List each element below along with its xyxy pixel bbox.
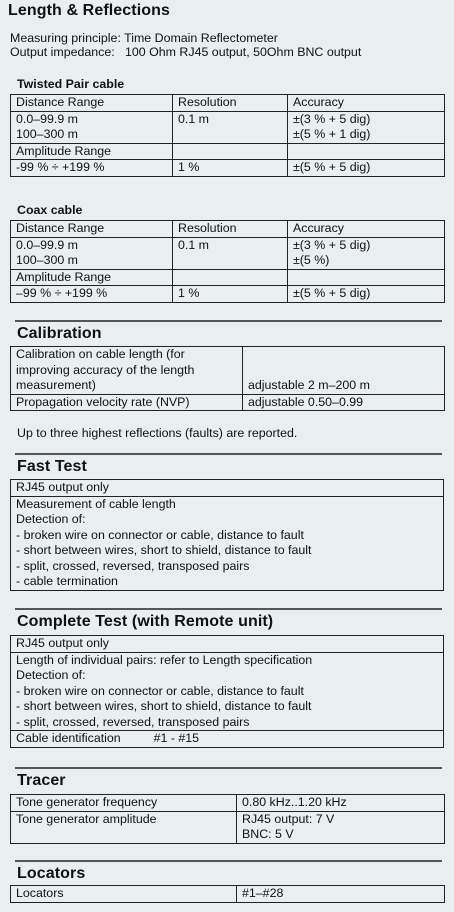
reflections-note: Up to three highest reflections (faults) are reported.	[17, 426, 298, 440]
tone-frequency-label: Tone generator frequency	[11, 795, 237, 812]
tracer-table	[10, 794, 445, 844]
calibration-length-label	[11, 347, 243, 395]
section-divider	[15, 608, 442, 610]
fast-test-title: Fast Test	[17, 458, 87, 475]
accuracy-1: ±(3 % + 5 dig)	[293, 237, 371, 252]
coax-table	[10, 220, 445, 303]
empty-cell	[288, 269, 445, 286]
twisted-pair-table	[10, 94, 445, 177]
tone-amplitude-value	[237, 811, 445, 843]
complete-test-title: Complete Test (with Remote unit)	[17, 613, 274, 630]
detail-line: Detection of:	[16, 668, 86, 682]
accuracy-2: ±(5 %)	[293, 253, 330, 267]
coax-title: Coax cable	[17, 203, 83, 217]
accuracy-cell	[288, 237, 445, 269]
cable-id-label: Cable identification	[16, 731, 121, 745]
calibration-line: Calibration on cable length (for	[16, 347, 185, 361]
range-1: 0.0–99.9 m	[16, 111, 78, 126]
detail-line: - broken wire on connector or cable, distance to fault	[16, 683, 304, 698]
calibration-title: Calibration	[17, 325, 102, 342]
distance-cell	[11, 237, 173, 269]
tone-frequency-value: 0.80 kHz..1.20 kHz	[237, 795, 445, 812]
header-accuracy: Accuracy	[288, 221, 445, 238]
header-distance: Distance Range	[11, 221, 173, 238]
tracer-title: Tracer	[17, 772, 66, 789]
amplitude-range: –99 % ÷ +199 %	[11, 286, 173, 303]
rj45-only: RJ45 output only	[11, 480, 444, 497]
locators-label: Locators	[11, 886, 237, 903]
header-distance: Distance Range	[11, 95, 173, 112]
range-1: 0.0–99.9 m	[16, 237, 78, 252]
measuring-principle: Measuring principle: Time Domain Reflectometer	[10, 31, 278, 45]
tone-amplitude-label: Tone generator amplitude	[11, 811, 237, 843]
amplitude-accuracy: ±(5 % + 5 dig)	[288, 286, 445, 303]
accuracy-1: ±(3 % + 5 dig)	[293, 111, 371, 126]
locators-value: #1–#28	[237, 886, 445, 903]
section-divider	[15, 320, 442, 322]
calibration-line: measurement)	[16, 378, 96, 392]
calibration-table	[10, 346, 445, 411]
amplitude-resolution: 1 %	[173, 286, 288, 303]
calibration-length-value: adjustable 2 m–200 m	[243, 347, 445, 395]
resolution-cell: 0.1 m	[173, 237, 288, 269]
distance-cell	[11, 111, 173, 143]
amplitude-resolution: 1 %	[173, 160, 288, 177]
empty-cell	[288, 143, 445, 160]
section-divider	[15, 860, 442, 862]
range-2: 100–300 m	[16, 253, 79, 267]
amplitude-accuracy: ±(5 % + 5 dig)	[288, 160, 445, 177]
nvp-value: adjustable 0.50–0.99	[243, 394, 445, 411]
empty-cell	[173, 143, 288, 160]
detail-line: - split, crossed, reversed, transposed pairs	[16, 714, 250, 729]
amplitude-label: Amplitude Range	[11, 269, 173, 286]
header-resolution: Resolution	[173, 95, 288, 112]
header-accuracy: Accuracy	[288, 95, 445, 112]
cable-id-value: #1 - #15	[153, 731, 200, 745]
nvp-label: Propagation velocity rate (NVP)	[11, 394, 243, 411]
resolution-cell: 0.1 m	[173, 111, 288, 143]
detail-line: - short between wires, short to shield, distance to fault	[16, 699, 312, 713]
detail-line: Measurement of cable length	[16, 496, 176, 511]
amplitude-range: -99 % ÷ +199 %	[11, 160, 173, 177]
complete-test-details	[11, 652, 444, 731]
cable-identification-row	[11, 731, 444, 748]
amplitude-rj45: RJ45 output: 7 V	[242, 811, 335, 826]
locators-table	[10, 885, 445, 903]
empty-cell	[173, 269, 288, 286]
detail-line: Length of individual pairs: refer to Length specification	[16, 652, 313, 667]
fast-test-details	[11, 496, 444, 590]
twisted-pair-title: Twisted Pair cable	[17, 77, 125, 91]
locators-title: Locators	[17, 865, 86, 882]
calibration-line: improving accuracy of the length	[16, 362, 195, 377]
detail-line: - split, crossed, reversed, transposed pairs	[16, 558, 250, 573]
section-divider	[15, 453, 442, 455]
detail-line: - broken wire on connector or cable, distance to fault	[16, 527, 304, 542]
header-resolution: Resolution	[173, 221, 288, 238]
output-impedance: Output impedance: 100 Ohm RJ45 output, 50Ohm BNC output	[10, 45, 362, 59]
range-2: 100–300 m	[16, 127, 79, 141]
detail-line: Detection of:	[16, 512, 86, 526]
accuracy-2: ±(5 % + 1 dig)	[293, 127, 371, 141]
section-divider	[15, 767, 442, 769]
detail-line: - cable termination	[16, 574, 118, 588]
detail-line: - short between wires, short to shield, distance to fault	[16, 543, 312, 557]
complete-test-table	[10, 635, 444, 748]
amplitude-bnc: BNC: 5 V	[242, 827, 294, 841]
accuracy-cell	[288, 111, 445, 143]
amplitude-label: Amplitude Range	[11, 143, 173, 160]
length-title: Length & Reflections	[8, 2, 171, 19]
fast-test-table	[10, 479, 444, 591]
rj45-only: RJ45 output only	[11, 636, 444, 653]
